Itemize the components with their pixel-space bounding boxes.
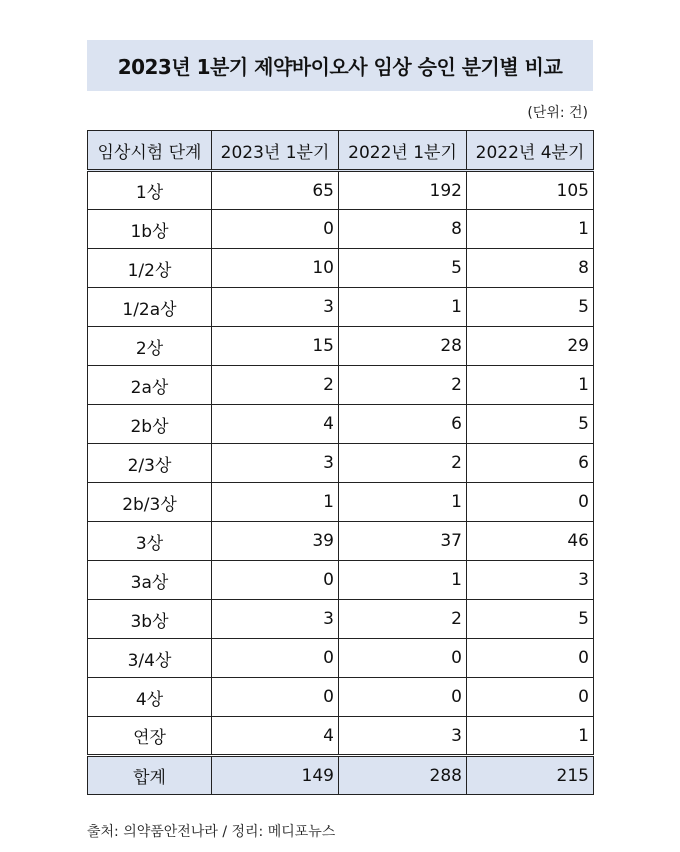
value-2022-q1: 2: [339, 366, 467, 405]
stage-cell: 1b상: [88, 210, 212, 249]
approval-comparison-table: [87, 130, 594, 795]
value-2022-q1: 3: [339, 717, 467, 756]
table-row: [88, 210, 594, 249]
value-2023-q1: 0: [212, 639, 339, 678]
stage-cell: 4상: [88, 678, 212, 717]
value-2023-q1: 3: [212, 444, 339, 483]
value-2023-q1: 15: [212, 327, 339, 366]
value-2022-q1: 1: [339, 483, 467, 522]
stage-cell: 3b상: [88, 600, 212, 639]
total-row: [88, 756, 594, 795]
stage-cell: 1/2상: [88, 249, 212, 288]
value-2023-q1: 4: [212, 717, 339, 756]
header-2022-q4: 2022년 4분기: [467, 131, 594, 171]
stage-cell: 1/2a상: [88, 288, 212, 327]
value-2022-q4: 46: [467, 522, 594, 561]
value-2022-q1: 192: [339, 171, 467, 210]
table-row: [88, 678, 594, 717]
value-2022-q4: 6: [467, 444, 594, 483]
unit-note: (단위: 건): [527, 105, 588, 121]
table-row: [88, 561, 594, 600]
value-2022-q4: 0: [467, 483, 594, 522]
value-2022-q4: 5: [467, 600, 594, 639]
stage-cell: 연장: [88, 717, 212, 756]
table-row: [88, 717, 594, 756]
value-2022-q4: 1: [467, 717, 594, 756]
header-stage: 임상시험 단계: [88, 131, 212, 171]
value-2022-q1: 8: [339, 210, 467, 249]
stage-cell: 3/4상: [88, 639, 212, 678]
value-2022-q1: 6: [339, 405, 467, 444]
header-2022-q1: 2022년 1분기: [339, 131, 467, 171]
stage-cell: 2상: [88, 327, 212, 366]
table-row: [88, 600, 594, 639]
value-2022-q4: 1: [467, 210, 594, 249]
value-2022-q4: 215: [467, 756, 594, 795]
value-2022-q1: 1: [339, 288, 467, 327]
page-title: 2023년 1분기 제약바이오사 임상 승인 분기별 비교: [87, 40, 593, 91]
stage-cell: 3a상: [88, 561, 212, 600]
stage-cell: 합계: [88, 756, 212, 795]
value-2022-q1: 37: [339, 522, 467, 561]
stage-cell: 2a상: [88, 366, 212, 405]
table-row: [88, 639, 594, 678]
stage-cell: 1상: [88, 171, 212, 210]
value-2022-q4: 5: [467, 405, 594, 444]
value-2023-q1: 3: [212, 288, 339, 327]
table-row: [88, 444, 594, 483]
value-2023-q1: 10: [212, 249, 339, 288]
value-2023-q1: 65: [212, 171, 339, 210]
value-2023-q1: 0: [212, 210, 339, 249]
value-2022-q4: 3: [467, 561, 594, 600]
value-2022-q1: 5: [339, 249, 467, 288]
value-2022-q1: 2: [339, 444, 467, 483]
table-row: [88, 249, 594, 288]
value-2023-q1: 0: [212, 678, 339, 717]
value-2022-q4: 8: [467, 249, 594, 288]
table-row: [88, 327, 594, 366]
value-2023-q1: 149: [212, 756, 339, 795]
table-row: [88, 171, 594, 210]
table-row: [88, 366, 594, 405]
stage-cell: 2b/3상: [88, 483, 212, 522]
value-2022-q4: 29: [467, 327, 594, 366]
table-header-row: [88, 131, 594, 171]
value-2022-q1: 0: [339, 639, 467, 678]
value-2022-q1: 0: [339, 678, 467, 717]
table-row: [88, 405, 594, 444]
value-2023-q1: 39: [212, 522, 339, 561]
value-2022-q1: 1: [339, 561, 467, 600]
table-row: [88, 288, 594, 327]
value-2023-q1: 2: [212, 366, 339, 405]
value-2023-q1: 3: [212, 600, 339, 639]
stage-cell: 3상: [88, 522, 212, 561]
stage-cell: 2/3상: [88, 444, 212, 483]
value-2022-q4: 105: [467, 171, 594, 210]
value-2022-q4: 0: [467, 639, 594, 678]
stage-cell: 2b상: [88, 405, 212, 444]
value-2022-q4: 1: [467, 366, 594, 405]
source-note: 출처: 의약품안전나라 / 정리: 메디포뉴스: [87, 824, 336, 840]
header-2023-q1: 2023년 1분기: [212, 131, 339, 171]
value-2023-q1: 1: [212, 483, 339, 522]
value-2022-q4: 0: [467, 678, 594, 717]
value-2022-q1: 288: [339, 756, 467, 795]
table-row: [88, 483, 594, 522]
table-row: [88, 522, 594, 561]
value-2023-q1: 4: [212, 405, 339, 444]
value-2022-q1: 2: [339, 600, 467, 639]
value-2022-q1: 28: [339, 327, 467, 366]
value-2023-q1: 0: [212, 561, 339, 600]
value-2022-q4: 5: [467, 288, 594, 327]
